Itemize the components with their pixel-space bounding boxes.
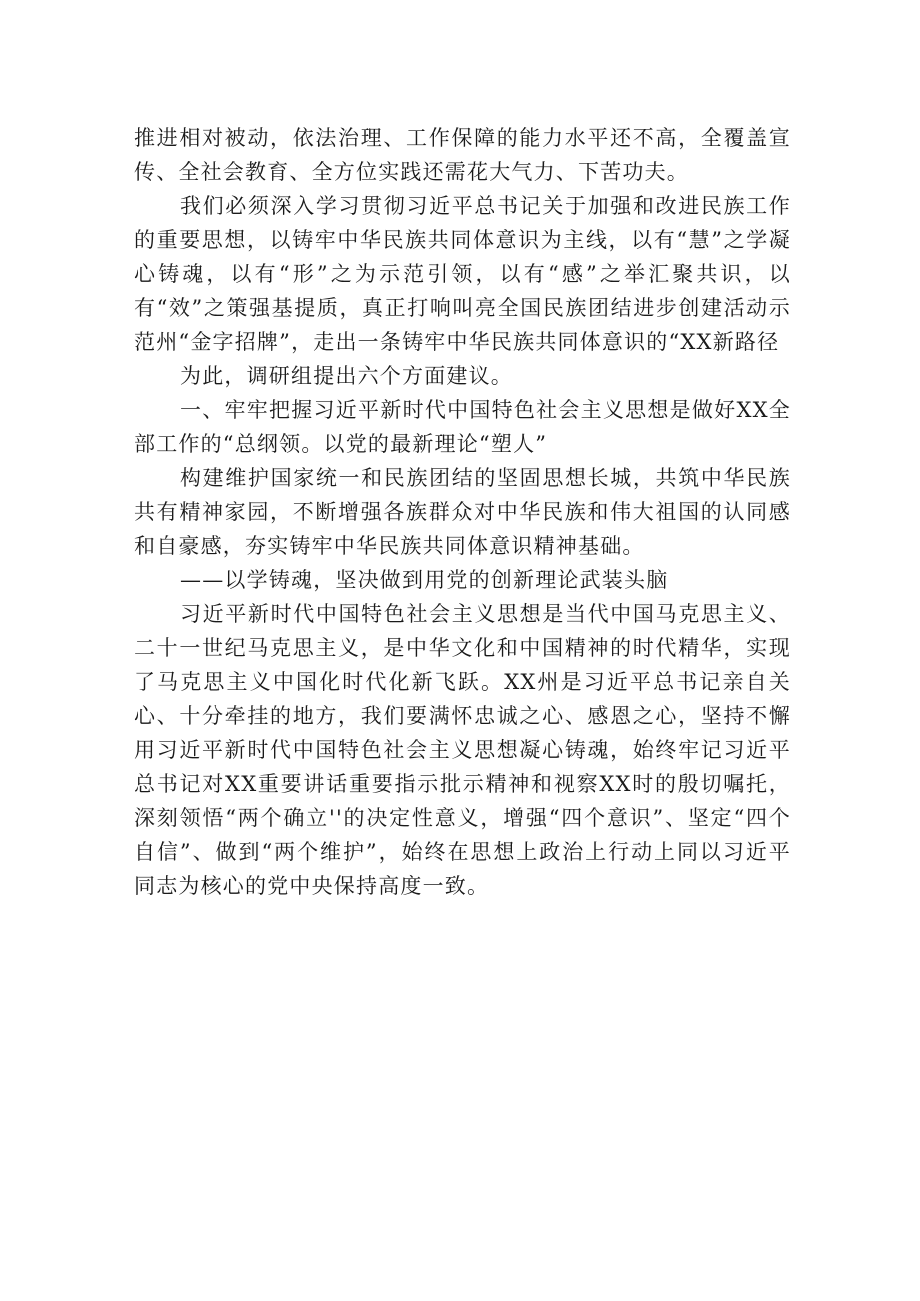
paragraph-1: 推进相对被动，依法治理、工作保障的能力水平还不高，全覆盖宣传、全社会教育、全方位实践还需花大气力、下苦功夫。	[134, 126, 791, 184]
document-body	[134, 121, 791, 903]
subheading-1: ——以学铸魂，坚决做到用党的创新理论武装头脑	[180, 568, 669, 592]
section-heading-1: 一、牢牢把握习近平新时代中国特色社会主义思想是做好XX全部工作的“总纲领。以党的最新理论“塑人”	[134, 398, 791, 456]
paragraph-4: 构建维护国家统一和民族团结的坚固思想长城，共筑中华民族共有精神家园，不断增强各族群众对中华民族和伟大祖国的认同感和自豪感，夯实铸牢中华民族共同体意识精神基础。	[134, 466, 791, 558]
paragraph-3: 为此，调研组提出六个方面建议。	[180, 364, 513, 388]
paragraph-5: 习近平新时代中国特色社会主义思想是当代中国马克思主义、二十一世纪马克思主义，是中华文化和中国精神的时代精华，实现了马克思主义中国化时代化新飞跃。XX州是习近平总书记亲自关心、十分牵挂的地方，我们要满怀忠诚之心、感恩之心，坚持不懈用习近平新时代中国特色社会主义思想凝心铸魂，始终牢记习近平总书记对XX重要讲话重要指示批示精神和视察XX时的殷切嘱托，深刻领悟“两个确立''的决定性意义，增强“四个意识”、坚定“四个自信”、做到“两个维护”，始终在思想上政治上行动上同以习近平同志为核心的党中央保持高度一致。	[134, 602, 791, 898]
paragraph-2: 我们必须深入学习贯彻习近平总书记关于加强和改进民族工作的重要思想，以铸牢中华民族共同体意识为主线，以有“慧”之学凝心铸魂，以有“形”之为示范引领，以有“感”之举汇聚共识，以有“效”之策强基提质，真正打响叫亮全国民族团结进步创建活动示范州“金字招牌”，走出一条铸牢中华民族共同体意识的“XX新路径	[134, 194, 791, 354]
